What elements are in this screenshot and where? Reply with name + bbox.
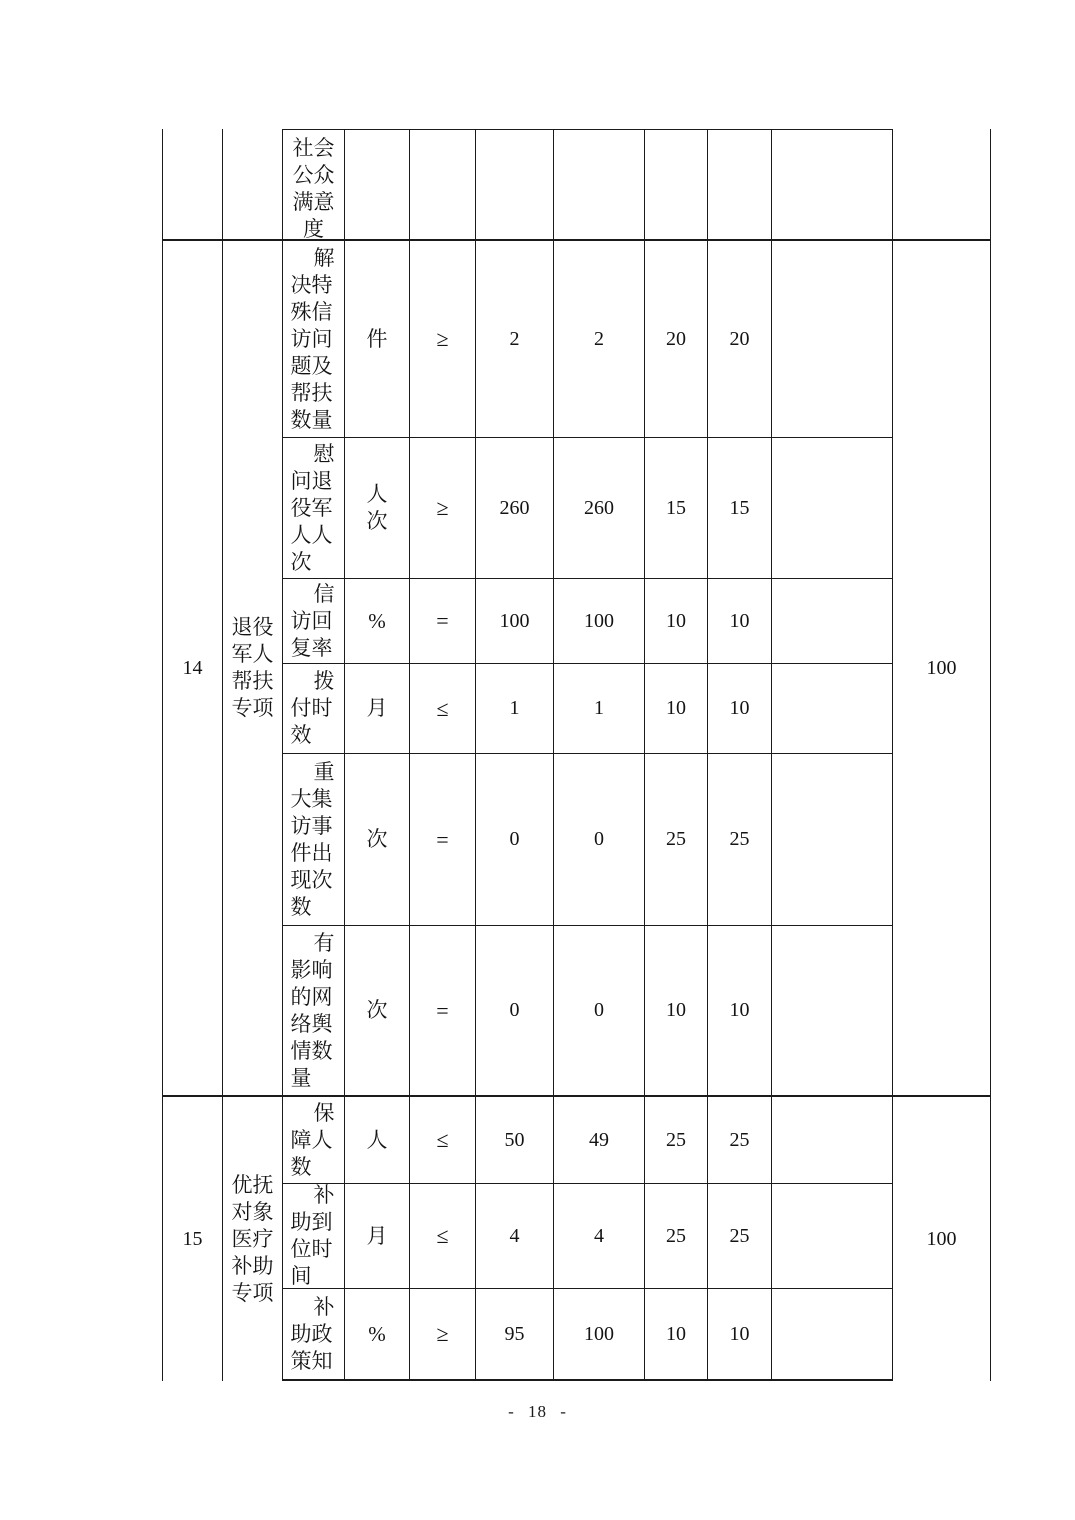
indicator-text: 解决特殊信访问题及帮扶数量 — [290, 245, 335, 432]
unit-cell — [345, 1289, 410, 1381]
target-cell — [476, 129, 554, 241]
indicator-text: 慰问退役军人人次 — [290, 441, 335, 574]
unit-text: 次 — [366, 827, 388, 851]
unit-cell — [345, 754, 410, 926]
actual-cell: 260 — [554, 438, 645, 579]
actual-cell: 4 — [554, 1184, 645, 1289]
op-cell: ≤ — [410, 1097, 476, 1184]
actual-cell — [554, 129, 645, 241]
unit-text: 月 — [366, 696, 388, 720]
score-cell: 20 — [708, 241, 772, 438]
op-cell: = — [410, 754, 476, 926]
weight-cell: 10 — [645, 579, 708, 664]
indicator-cell — [283, 579, 345, 664]
score-cell: 10 — [708, 664, 772, 754]
indicator-text: 拨付时效 — [290, 669, 335, 747]
actual-cell: 0 — [554, 754, 645, 926]
op-cell: ≤ — [410, 664, 476, 754]
indicator-text: 保障人数 — [290, 1100, 335, 1179]
target-cell: 0 — [476, 926, 554, 1097]
performance-indicator-table — [162, 129, 991, 1381]
indicator-cell — [283, 438, 345, 579]
project-text: 优抚对象医疗补助专项 — [231, 1172, 274, 1305]
note-cell — [772, 241, 893, 438]
actual-cell: 49 — [554, 1097, 645, 1184]
note-cell — [772, 754, 893, 926]
score-cell: 10 — [708, 1289, 772, 1381]
unit-cell — [345, 664, 410, 754]
target-cell: 1 — [476, 664, 554, 754]
indicator-cell — [283, 1289, 345, 1381]
indicator-text: 社会公众满意度 — [292, 136, 335, 241]
target-cell: 0 — [476, 754, 554, 926]
unit-cell — [345, 1184, 410, 1289]
actual-cell: 1 — [554, 664, 645, 754]
op-cell: ≥ — [410, 1289, 476, 1381]
op-cell: ≤ — [410, 1184, 476, 1289]
note-cell — [772, 579, 893, 664]
note-cell — [772, 1289, 893, 1381]
indicator-text: 信访回复率 — [290, 581, 335, 660]
unit-cell — [345, 438, 410, 579]
weight-cell: 25 — [645, 1184, 708, 1289]
actual-cell: 100 — [554, 579, 645, 664]
target-cell: 95 — [476, 1289, 554, 1381]
score-cell: 25 — [708, 1184, 772, 1289]
note-cell — [772, 1097, 893, 1184]
indicator-cell — [283, 754, 345, 926]
target-cell: 4 — [476, 1184, 554, 1289]
unit-text: 月 — [366, 1223, 388, 1248]
weight-cell — [645, 129, 708, 241]
page-number: - 18 - — [508, 1402, 567, 1421]
score-cell: 25 — [708, 1097, 772, 1184]
indicator-cell — [283, 1097, 345, 1184]
actual-cell: 0 — [554, 926, 645, 1097]
actual-cell: 100 — [554, 1289, 645, 1381]
weight-cell: 10 — [645, 1289, 708, 1381]
project-text: 退役军人帮扶专项 — [231, 615, 274, 720]
weight-cell: 15 — [645, 438, 708, 579]
row-no-cell: 14 — [162, 241, 223, 1097]
unit-text: 人 — [366, 1127, 388, 1152]
actual-cell: 2 — [554, 241, 645, 438]
indicator-text: 补助到位时间 — [290, 1184, 335, 1288]
indicator-text: 补助政策知 — [290, 1295, 335, 1373]
note-cell — [772, 664, 893, 754]
indicator-cell — [283, 1184, 345, 1289]
score-cell: 10 — [708, 579, 772, 664]
unit-cell — [345, 1097, 410, 1184]
score-cell: 25 — [708, 754, 772, 926]
unit-text: 次 — [366, 998, 388, 1022]
continued-total-cell — [893, 129, 991, 241]
score-cell — [708, 129, 772, 241]
op-cell: ≥ — [410, 438, 476, 579]
score-cell: 10 — [708, 926, 772, 1097]
note-cell — [772, 438, 893, 579]
op-cell: = — [410, 926, 476, 1097]
unit-text: % — [368, 1321, 386, 1346]
op-cell: = — [410, 579, 476, 664]
unit-text: 人次 — [366, 482, 388, 533]
unit-text: 件 — [366, 326, 388, 351]
indicator-text: 重大集访事件出现次数 — [290, 759, 335, 919]
weight-cell: 10 — [645, 664, 708, 754]
target-cell: 50 — [476, 1097, 554, 1184]
unit-cell — [345, 926, 410, 1097]
target-cell: 100 — [476, 579, 554, 664]
note-cell — [772, 1184, 893, 1289]
indicator-cell — [283, 664, 345, 754]
target-cell: 260 — [476, 438, 554, 579]
weight-cell: 20 — [645, 241, 708, 438]
unit-text: % — [368, 608, 386, 633]
indicator-text: 有影响的网络舆情数量 — [290, 930, 335, 1090]
unit-cell — [345, 241, 410, 438]
unit-cell — [345, 579, 410, 664]
row-no-cell: 15 — [162, 1097, 223, 1381]
score-cell: 15 — [708, 438, 772, 579]
total-score-cell: 100 — [893, 1097, 991, 1381]
note-cell — [772, 926, 893, 1097]
project-cell — [223, 1097, 283, 1381]
weight-cell: 25 — [645, 1097, 708, 1184]
unit-cell — [345, 129, 410, 241]
continued-no-cell — [162, 129, 223, 241]
indicator-cell — [283, 129, 345, 241]
project-cell — [223, 241, 283, 1097]
target-cell: 2 — [476, 241, 554, 438]
weight-cell: 10 — [645, 926, 708, 1097]
indicator-cell — [283, 926, 345, 1097]
op-cell: ≥ — [410, 241, 476, 438]
op-cell — [410, 129, 476, 241]
indicator-cell — [283, 241, 345, 438]
note-cell — [772, 129, 893, 241]
total-score-cell: 100 — [893, 241, 991, 1097]
continued-project-cell — [223, 129, 283, 241]
weight-cell: 25 — [645, 754, 708, 926]
